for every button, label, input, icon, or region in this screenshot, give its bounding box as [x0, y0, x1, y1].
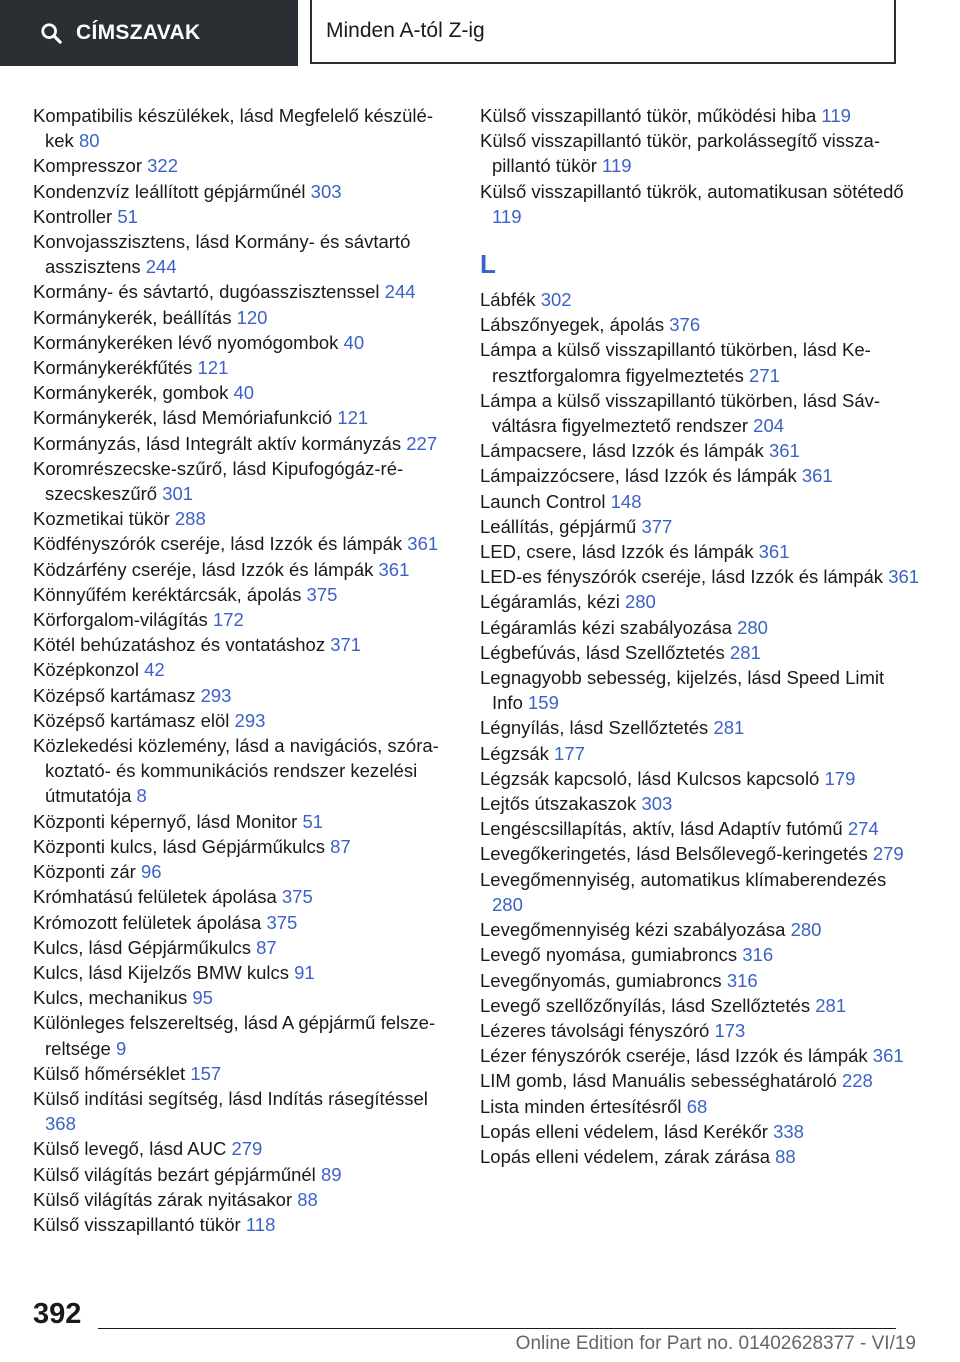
page-link[interactable]: 368 — [45, 1113, 76, 1135]
page-link[interactable]: 280 — [737, 616, 768, 638]
header-bar — [0, 0, 960, 66]
index-entry — [33, 809, 453, 834]
index-entry — [480, 841, 920, 866]
page-link[interactable]: 361 — [801, 465, 833, 487]
index-entry — [33, 910, 453, 935]
index-entry-text: Krómhatású felületek ápolása — [33, 886, 277, 908]
index-entry-text: Legnagyobb sebesség, kijelzés, lásd Speed Limit Info — [480, 667, 885, 714]
tab-keywords[interactable] — [0, 0, 298, 66]
index-entry — [33, 1187, 453, 1212]
index-entry-text: Külső visszapillantó tükrök, automatikusan sötétedő — [480, 180, 904, 202]
page-link[interactable]: 91 — [294, 961, 315, 983]
index-entry — [33, 960, 453, 985]
page-link[interactable]: 271 — [749, 364, 780, 386]
index-entry-text: Levegőkeringetés, lásd Belsőlevegő-keringetés — [480, 843, 868, 865]
index-entry — [33, 859, 453, 884]
index-entry-text: Lézer fényszórók cseréje, lásd Izzók és lámpák — [480, 1045, 868, 1067]
index-entry-text: Külső visszapillantó tükör — [33, 1213, 241, 1235]
index-entry-text: Kondenzvíz leállított gépjárműnél — [33, 180, 306, 202]
page-link[interactable]: 88 — [297, 1188, 318, 1210]
page-link[interactable]: 121 — [337, 407, 369, 429]
page-link[interactable]: 40 — [233, 382, 255, 404]
footer-edition-text: Online Edition for Part no. 01402628377 - VI/19 — [515, 1333, 916, 1354]
index-entry-text: Külső levegő, lásd AUC — [33, 1138, 227, 1160]
index-entry — [33, 632, 453, 657]
index-entry-text: LED, csere, lásd Izzók és lámpák — [480, 541, 754, 563]
page-link[interactable]: 281 — [713, 717, 745, 739]
index-entry — [33, 405, 453, 430]
index-entry-text: Központi képernyő, lásd Monitor — [33, 810, 298, 832]
page-link[interactable]: 375 — [281, 886, 313, 908]
page-link[interactable]: 361 — [768, 440, 800, 462]
index-entry-text: Különleges felszereltség, lásd A gépjármű felszereltsége — [33, 1012, 436, 1059]
page-link[interactable]: 89 — [320, 1163, 342, 1185]
index-entry-text: Könnyűfém keréktárcsák, ápolás — [33, 583, 302, 605]
index-entry-text: Levegő szellőzőnyílás, lásd Szellőztetés — [480, 994, 811, 1016]
index-entry-text: Ködzárfény cseréje, lásd Izzók és lámpák — [33, 558, 374, 580]
index-entry-text: Külső világítás bezárt gépjárműnél — [33, 1163, 316, 1185]
page-link[interactable]: 376 — [669, 314, 701, 336]
section-letter: L — [480, 249, 496, 280]
index-entry-text: Külső visszapillantó tükör, parkolássegítő visszapillantó tükör — [480, 130, 881, 177]
search-icon — [40, 22, 62, 44]
index-entry — [33, 229, 453, 279]
index-entry-text: Középkonzol — [33, 659, 139, 681]
page-link[interactable]: 281 — [815, 994, 847, 1016]
index-entry-text: Kormánykerék, gombok — [33, 382, 229, 404]
page-link[interactable]: 51 — [302, 810, 324, 832]
index-entry — [33, 683, 453, 708]
index-entry — [480, 917, 920, 942]
page-link[interactable]: 68 — [686, 1095, 708, 1117]
index-entry — [480, 103, 920, 128]
index-entry-text: Külső hőmérséklet — [33, 1062, 186, 1084]
page-link[interactable]: 361 — [872, 1045, 904, 1067]
page-link[interactable]: 157 — [190, 1062, 222, 1084]
index-entry-text: Lejtős útszakaszok — [480, 793, 637, 815]
index-entry — [33, 506, 453, 531]
page-link[interactable]: 119 — [821, 105, 851, 126]
page-link[interactable]: 9 — [115, 1037, 127, 1059]
page-link[interactable]: 244 — [145, 256, 177, 278]
page-link[interactable]: 316 — [726, 969, 758, 991]
index-entry-text: Kontroller — [33, 205, 113, 227]
index-entry — [33, 279, 453, 304]
index-entry — [480, 514, 920, 539]
index-entry — [480, 564, 920, 589]
index-entry-text: Légáramlás, kézi — [480, 591, 620, 613]
page-link[interactable]: 322 — [147, 155, 178, 177]
index-entry-text: Kompresszor — [33, 155, 142, 177]
index-entry — [480, 942, 920, 967]
index-entry — [33, 103, 453, 153]
page-link[interactable]: 80 — [78, 130, 100, 152]
index-entry-text: Kormányzás, lásd Integrált aktív kormányzás — [33, 432, 402, 454]
index-entry — [480, 312, 920, 337]
index-entry — [480, 1043, 920, 1068]
index-entry-text: Közlekedési közlemény, lásd a navigációs, szórakoztató- és kommunikációs rendszer kezelési útmutatója — [33, 735, 439, 807]
page-link[interactable]: 121 — [197, 357, 229, 379]
index-entry — [33, 884, 453, 909]
index-entry-text: Launch Control — [480, 490, 606, 512]
page-link[interactable]: 119 — [602, 155, 632, 177]
index-entry-text: Lámpacsere, lásd Izzók és lámpák — [480, 440, 764, 462]
index-entry — [33, 380, 453, 405]
index-column-right — [480, 103, 920, 1169]
index-entry-text: Ködfényszórók cseréje, lásd Izzók és lámpák — [33, 533, 403, 555]
page-link[interactable]: 204 — [753, 415, 785, 437]
index-entry-text: Középső kartámasz — [33, 684, 196, 706]
page-link[interactable]: 361 — [378, 558, 410, 580]
index-entry — [480, 968, 920, 993]
page-link[interactable]: 303 — [641, 793, 673, 815]
index-entry-text: Lopás elleni védelem, lásd Kerékőr — [480, 1120, 768, 1142]
index-entry — [480, 741, 920, 766]
index-entry — [33, 557, 453, 582]
index-entry — [33, 1086, 453, 1136]
page-link[interactable]: 274 — [847, 818, 879, 840]
index-entry-text: Légnyílás, lásd Szellőztetés — [480, 717, 709, 739]
index-entry — [480, 128, 920, 178]
index-entry-text: Lámpa a külső visszapillantó tükörben, lásd Keresztforgalomra figyelmeztetés — [480, 339, 871, 386]
index-entry-text: Külső visszapillantó tükör, működési hiba — [480, 105, 817, 126]
index-entry — [480, 589, 920, 614]
index-entry — [33, 1162, 453, 1187]
index-entry — [33, 708, 453, 733]
index-entry-text: Lézeres távolsági fényszóró — [480, 1019, 710, 1041]
index-entry-text: Külső világítás zárak nyitásakor — [33, 1188, 293, 1210]
index-entry — [33, 985, 453, 1010]
page-link[interactable]: 51 — [117, 205, 138, 227]
page-link[interactable]: 280 — [492, 893, 523, 915]
page-link[interactable]: 280 — [624, 591, 656, 613]
index-entry-text: Kormánykerékfűtés — [33, 357, 193, 379]
index-entry-text: Lámpaizzócsere, lásd Izzók és lámpák — [480, 465, 797, 487]
index-entry-text: Levegőmennyiség, automatikus klímaberendezés — [480, 868, 887, 890]
index-entry — [480, 615, 920, 640]
index-entry — [33, 431, 453, 456]
index-entry — [33, 733, 453, 809]
index-entry — [480, 539, 920, 564]
index-entry — [33, 607, 453, 632]
page-link[interactable]: 87 — [256, 936, 277, 958]
index-entry-text: Kompatibilis készülékek, lásd Megfelelő készülékek — [33, 105, 434, 152]
index-entry-text: Lábfék — [480, 289, 536, 311]
index-entry — [33, 456, 453, 506]
index-entry — [480, 791, 920, 816]
page-number: 392 — [33, 1298, 82, 1330]
index-entry — [480, 179, 920, 229]
page-link[interactable]: 361 — [758, 541, 790, 563]
page-link[interactable]: 279 — [231, 1138, 263, 1160]
page-link[interactable]: 87 — [330, 835, 351, 857]
index-entry-text: Lengéscsillapítás, aktív, lásd Adaptív futómű — [480, 818, 843, 840]
index-entry-text: Levegőmennyiség kézi szabályozása — [480, 919, 786, 941]
index-entry-text: Kozmetikai tükör — [33, 508, 170, 530]
page-link[interactable]: 375 — [306, 583, 338, 605]
index-entry — [480, 287, 920, 312]
tab-a-to-z-label: Minden A-tól Z-ig — [326, 19, 485, 42]
page-link[interactable]: 244 — [384, 281, 416, 303]
index-entry — [480, 1018, 920, 1043]
page-link[interactable]: 177 — [554, 742, 585, 764]
page-link[interactable]: 301 — [162, 483, 194, 505]
page-link[interactable]: 118 — [245, 1213, 276, 1235]
index-entry-text: Konvojasszisztens, lásd Kormány- és sávtartó asszisztens — [33, 231, 411, 278]
index-column-left — [33, 103, 453, 1237]
index-entry — [480, 640, 920, 665]
index-entry — [33, 1061, 453, 1086]
index-entry-text: Kormánykerék, lásd Memóriafunkció — [33, 407, 333, 429]
index-entry-text: Központi zár — [33, 861, 136, 883]
index-entry — [480, 715, 920, 740]
page-link[interactable]: 179 — [824, 767, 856, 789]
index-entry-text: Légzsák kapcsoló, lásd Kulcsos kapcsoló — [480, 767, 820, 789]
index-entry — [480, 463, 920, 488]
index-entry — [480, 1094, 920, 1119]
page-link[interactable]: 338 — [773, 1120, 804, 1142]
index-entry — [480, 1144, 920, 1169]
page-link[interactable]: 159 — [528, 692, 559, 714]
index-entry-text: LIM gomb, lásd Manuális sebességhatároló — [480, 1070, 837, 1092]
page-link[interactable]: 361 — [888, 566, 920, 588]
page-link[interactable]: 280 — [790, 919, 822, 941]
index-entry-text: Légbefúvás, lásd Szellőztetés — [480, 641, 725, 663]
page-link[interactable]: 361 — [407, 533, 439, 555]
page-link[interactable]: 302 — [540, 289, 572, 311]
index-entry-text: Lábszőnyegek, ápolás — [480, 314, 665, 336]
index-entry — [480, 489, 920, 514]
index-entry — [480, 816, 920, 841]
index-entry — [33, 355, 453, 380]
page-link[interactable]: 119 — [492, 205, 522, 227]
index-entry-text: Légáramlás kézi szabályozása — [480, 616, 732, 638]
index-entry-text: Koromrészecske-szűrő, lásd Kipufogógáz-részecskeszűrő — [33, 457, 404, 505]
index-entry-text: Krómozott felületek ápolása — [33, 911, 262, 933]
tab-keywords-label: CÍMSZAVAK — [76, 21, 201, 44]
page-link[interactable]: 316 — [742, 944, 774, 966]
index-entry-text: Lámpa a külső visszapillantó tükörben, lásd Sávváltásra figyelmeztető rendszer — [480, 389, 881, 437]
index-entry — [480, 867, 920, 917]
index-entry — [33, 1010, 453, 1060]
index-entry-text: Levegő nyomása, gumiabroncs — [480, 944, 738, 966]
page-link[interactable]: 172 — [212, 609, 244, 631]
index-entry-text: Kulcs, mechanikus — [33, 987, 188, 1009]
page-link[interactable]: 120 — [236, 306, 268, 328]
index-entry — [33, 1136, 453, 1161]
page-link[interactable]: 375 — [266, 911, 298, 933]
index-entry — [33, 204, 453, 229]
index-entry — [480, 1119, 920, 1144]
index-entry — [33, 153, 453, 178]
index-entry-text: Kulcs, lásd Gépjárműkulcs — [33, 936, 251, 958]
index-entry — [33, 531, 453, 556]
index-entry-text: LED-es fényszórók cseréje, lásd Izzók és lámpák — [480, 566, 884, 588]
index-entry — [33, 657, 453, 682]
index-entry-text: Leállítás, gépjármű — [480, 515, 637, 537]
index-entry-text: Külső indítási segítség, lásd Indítás rásegítéssel — [33, 1087, 428, 1109]
index-entry — [480, 993, 920, 1018]
index-entry — [33, 935, 453, 960]
index-entry-text: Kulcs, lásd Kijelzős BMW kulcs — [33, 961, 289, 983]
index-entry-text: Levegőnyomás, gumiabroncs — [480, 969, 722, 991]
page-link[interactable]: 96 — [140, 861, 162, 883]
index-entry-text: Lopás elleni védelem, zárak zárása — [480, 1145, 770, 1167]
index-entry-text: Kormánykerék, beállítás — [33, 306, 232, 328]
index-entry — [480, 665, 920, 715]
index-entry-text: Kormánykeréken lévő nyomógombok — [33, 331, 339, 353]
page-link[interactable]: 173 — [714, 1019, 746, 1041]
page-link[interactable]: 42 — [144, 659, 165, 681]
index-entry-text: Lista minden értesítésről — [480, 1095, 682, 1117]
page-link[interactable]: 8 — [136, 785, 147, 807]
footer-divider — [98, 1328, 896, 1329]
index-entry-text: Középső kartámasz elöl — [33, 709, 230, 731]
index-entry — [33, 179, 453, 204]
index-entry-text: Körforgalom-világítás — [33, 609, 208, 631]
index-entry — [33, 305, 453, 330]
page-link[interactable]: 88 — [775, 1145, 796, 1167]
page-link[interactable]: 377 — [641, 515, 673, 537]
page-link[interactable]: 303 — [310, 180, 342, 202]
index-entry — [480, 388, 920, 438]
page-link[interactable]: 281 — [729, 641, 761, 663]
page-link[interactable]: 148 — [610, 490, 642, 512]
index-entry — [480, 337, 920, 387]
index-entry-text: Központi kulcs, lásd Gépjárműkulcs — [33, 835, 326, 857]
index-entry — [33, 582, 453, 607]
index-entry — [33, 834, 453, 859]
index-entry — [480, 1068, 920, 1093]
tab-a-to-z[interactable] — [310, 0, 896, 64]
page-link[interactable]: 40 — [343, 331, 365, 353]
index-entry-text: Kötél behúzatáshoz és vontatáshoz — [33, 634, 326, 656]
page-link[interactable]: 288 — [174, 508, 206, 530]
page-link[interactable]: 279 — [872, 843, 904, 865]
index-entry-text: Légzsák — [480, 742, 549, 764]
page-link[interactable]: 95 — [192, 987, 213, 1009]
page-link[interactable]: 227 — [406, 432, 438, 454]
index-entry-text: Kormány- és sávtartó, dugóasszisztenssel — [33, 281, 380, 303]
index-entry — [480, 438, 920, 463]
index-entry — [33, 1212, 453, 1237]
page-link[interactable]: 228 — [841, 1070, 873, 1092]
index-entry — [480, 766, 920, 791]
page-link[interactable]: 293 — [234, 709, 266, 731]
index-entry — [33, 330, 453, 355]
page-link[interactable]: 371 — [330, 634, 362, 656]
page-link[interactable]: 293 — [200, 684, 232, 706]
